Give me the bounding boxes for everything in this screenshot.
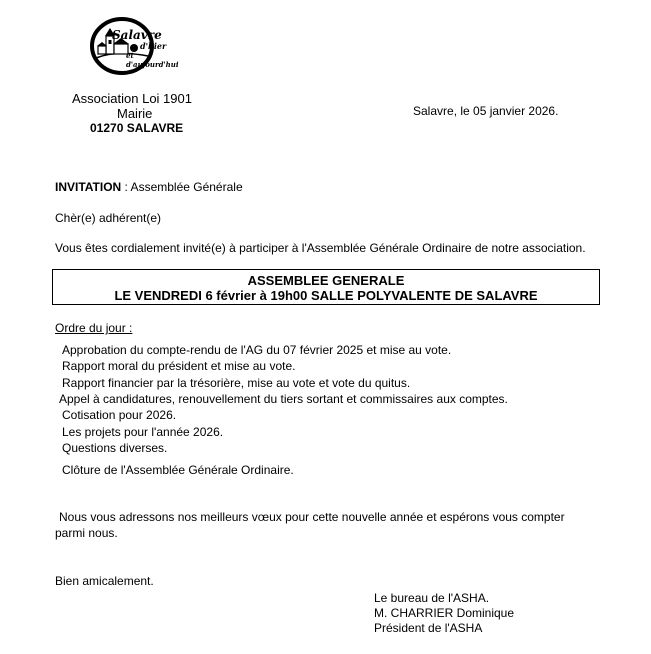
event-box: [52, 269, 600, 305]
wishes-line-2: parmi nous.: [55, 526, 118, 540]
closing: Bien amicalement.: [55, 574, 154, 588]
logo-line-2: d'hier: [140, 41, 167, 51]
salutation: Chèr(e) adhérent(e): [55, 211, 162, 225]
association-logo: [86, 14, 186, 78]
sender-line-3: 01270 SALAVRE: [90, 121, 184, 135]
intro-paragraph: Vous êtes cordialement invité(e) à participer à l'Assemblée Générale Ordinaire de notre association.: [55, 241, 586, 255]
signature-line-2: M. CHARRIER Dominique: [374, 606, 515, 620]
agenda-item: Cotisation pour 2026.: [62, 408, 177, 422]
event-title: ASSEMBLEE GENERALE: [247, 273, 405, 288]
signature-line-1: Le bureau de l'ASHA.: [374, 591, 490, 605]
agenda-item: Rapport financier par la trésorière, mise au vote et vote du quitus.: [62, 376, 411, 390]
agenda-item: Rapport moral du président et mise au vote.: [62, 359, 296, 373]
subject-text: : Assemblée Générale: [121, 180, 243, 194]
sender-line-1: Association Loi 1901: [72, 91, 192, 106]
subject-label: INVITATION: [55, 180, 122, 194]
logo-line-3: et d'aujourd'hui: [126, 51, 179, 69]
sender-line-2: Mairie: [117, 106, 153, 121]
agenda-item: Les projets pour l'année 2026.: [62, 425, 224, 439]
agenda-item: Questions diverses.: [62, 441, 168, 455]
date-line: Salavre, le 05 janvier 2026.: [413, 104, 559, 118]
wishes-line-1: Nous vous adressons nos meilleurs vœux pour cette nouvelle année et espérons vous compter: [59, 510, 565, 524]
agenda-item: Clôture de l'Assemblée Générale Ordinaire.: [62, 463, 294, 477]
signature-line-3: Président de l'ASHA: [374, 621, 483, 635]
subject-line: [55, 180, 243, 194]
logo-name: Salavre: [112, 28, 162, 42]
agenda-item: Appel à candidatures, renouvellement du tiers sortant et commissaires aux comptes.: [59, 392, 508, 406]
event-details: LE VENDREDI 6 février à 19h00 SALLE POLYVALENTE DE SALAVRE: [114, 288, 538, 303]
agenda-heading: Ordre du jour :: [55, 321, 133, 335]
agenda-item: Approbation du compte-rendu de l'AG du 07 février 2025 et mise au vote.: [62, 343, 452, 357]
